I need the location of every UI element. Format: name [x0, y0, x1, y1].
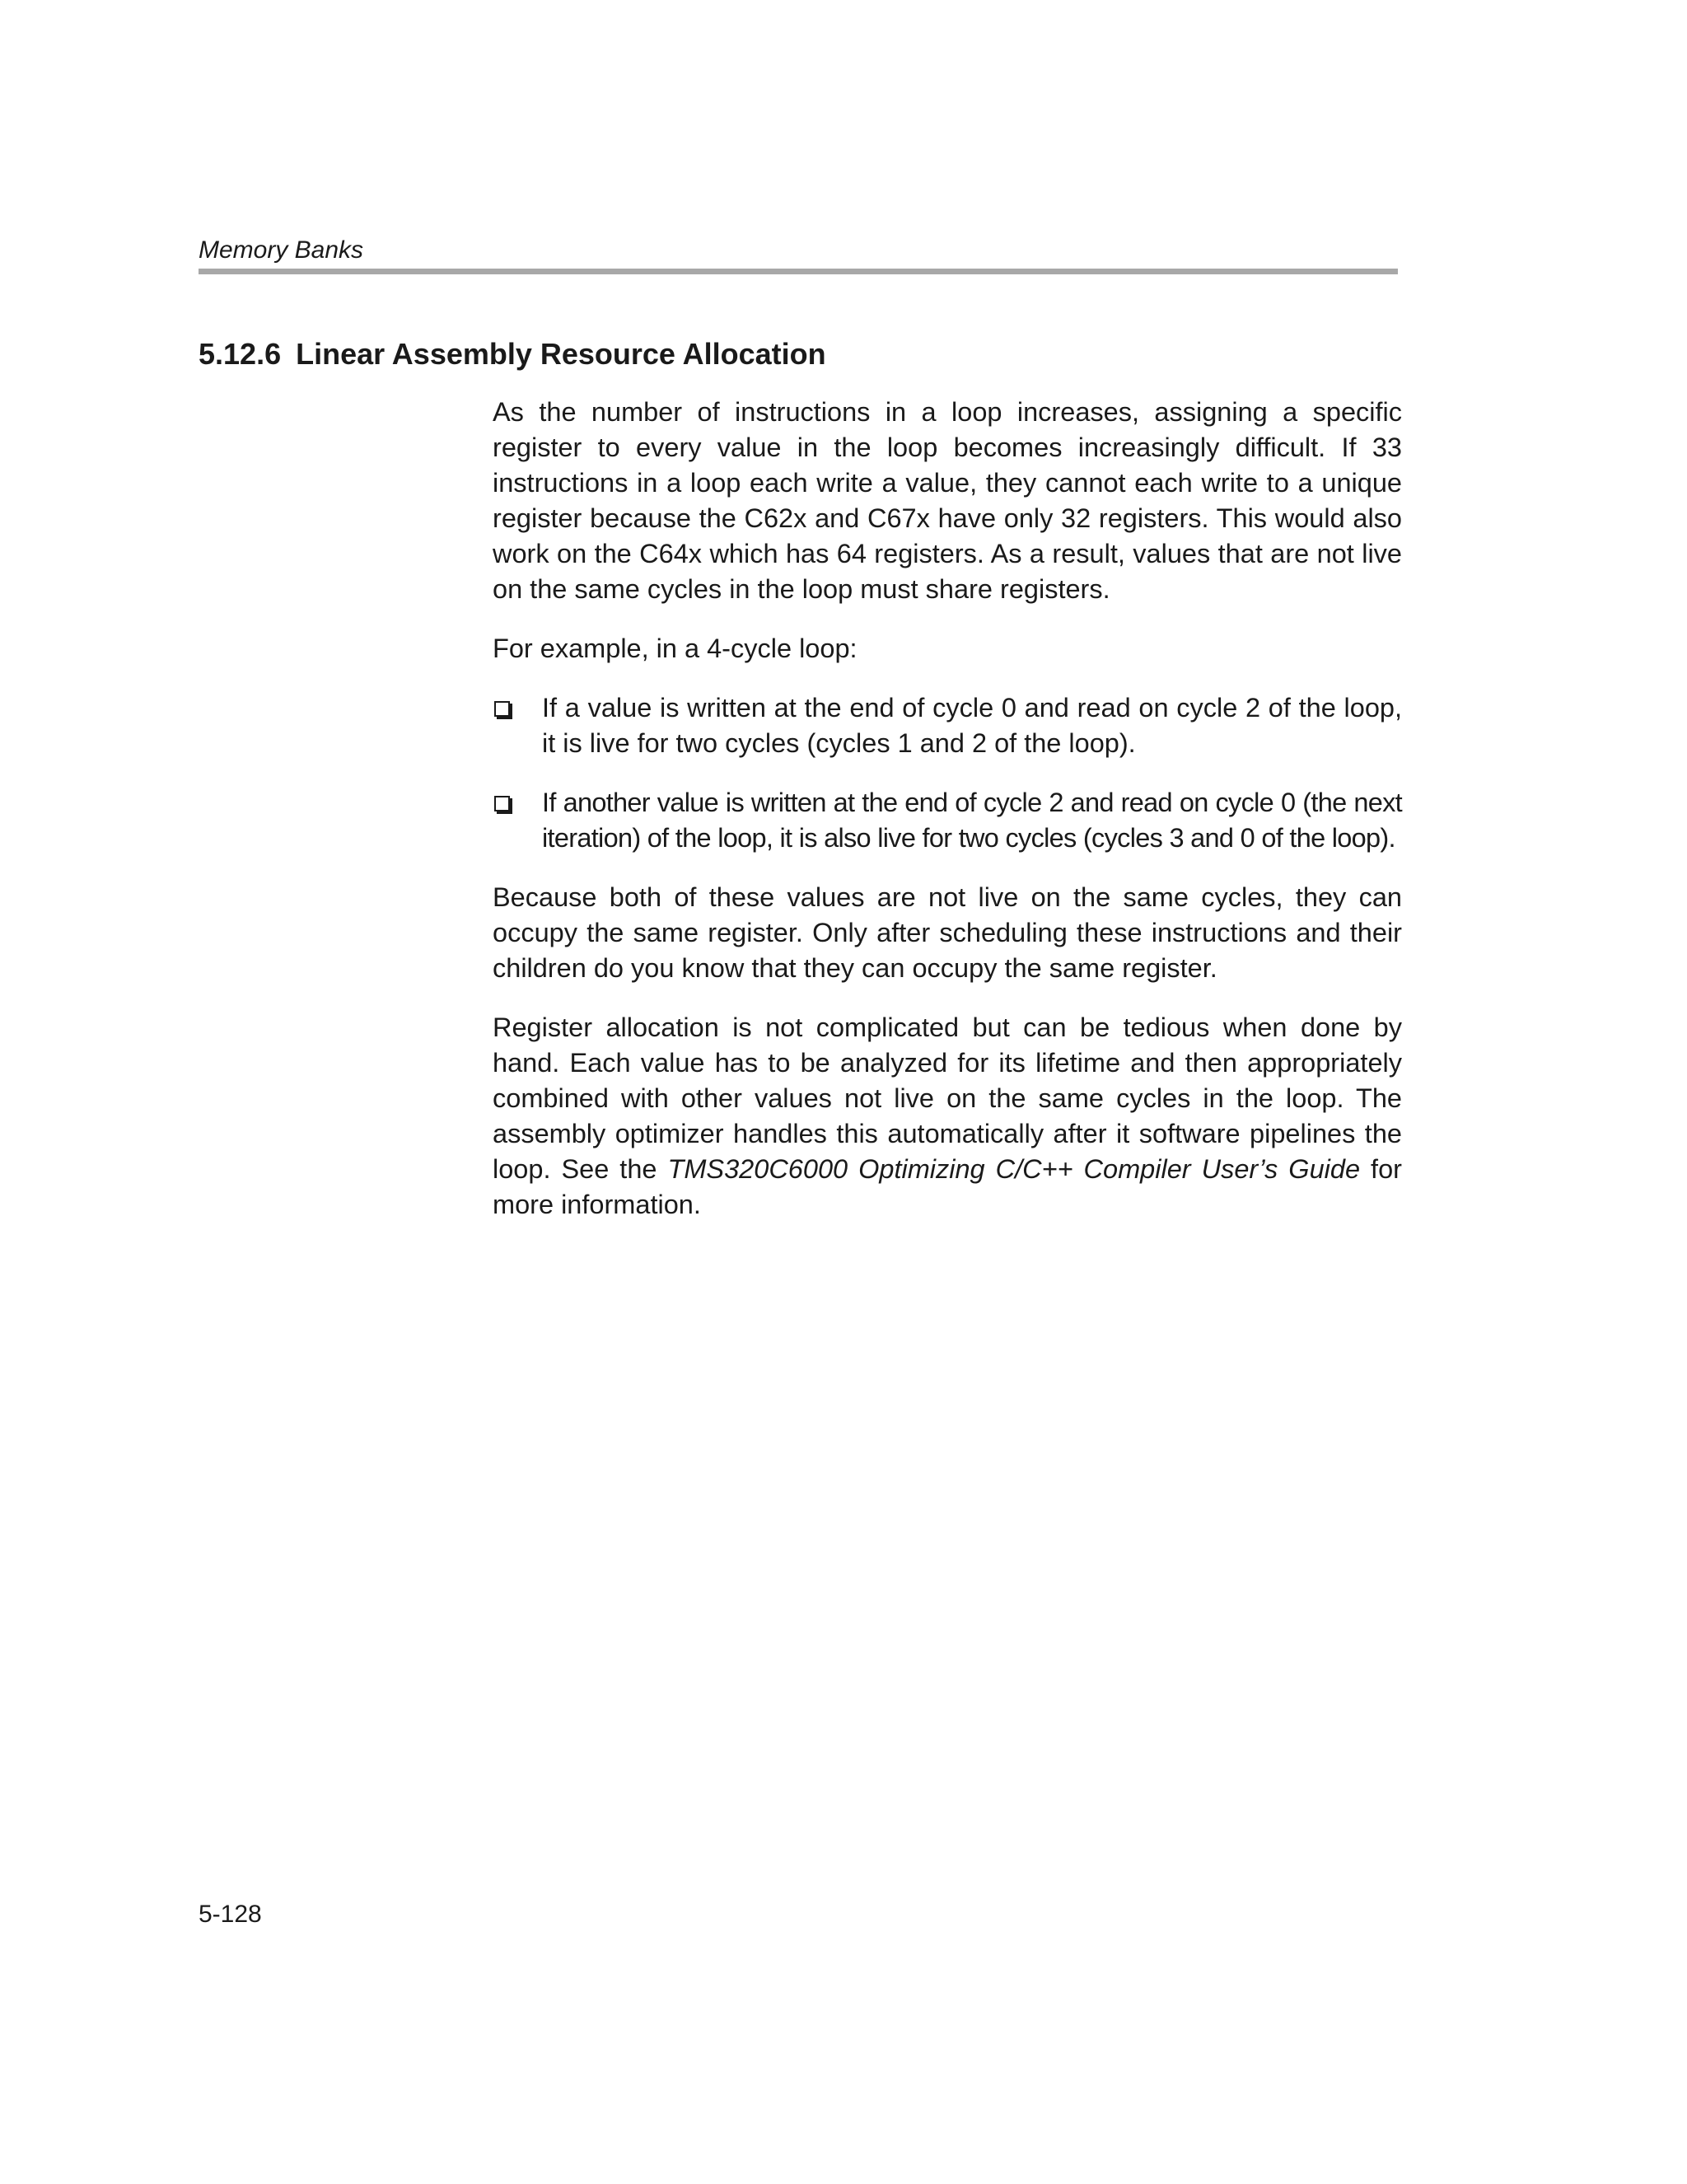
bullet-text: If another value is written at the end of cycle 2 and read on cycle 0 (the next iteration) of the loop, it is also live for two cycles (cycles 3 and 0 of the loop).: [542, 788, 1402, 853]
bullet-list: [493, 690, 1402, 856]
running-header: Memory Banks: [199, 236, 364, 264]
list-item: [493, 690, 1402, 761]
paragraph-text: for more information.: [493, 1154, 1402, 1219]
paragraph-shared-register: Because both of these values are not live on the same cycles, they can occupy the same register. Only after scheduling these instructions and their children do you know that they can occupy the same register.: [493, 882, 1402, 983]
paragraph-example-lead: For example, in a 4-cycle loop:: [493, 634, 858, 663]
section-title: Linear Assembly Resource Allocation: [296, 337, 826, 371]
bullet-text: If a value is written at the end of cycle 0 and read on cycle 2 of the loop, it is live for two cycles (cycles 1 and 2 of the loop).: [542, 693, 1402, 758]
paragraph-register-allocation: [493, 1010, 1402, 1223]
section-heading: [199, 336, 826, 372]
checkbox-bullet-icon: [494, 701, 510, 717]
paragraph-intro: As the number of instructions in a loop increases, assigning a specific register to every value in the loop becomes increasingly difficult. If 33 instructions in a loop each write a value, they cannot each write to a unique register because the C62x and C67x have only 32 registers. This would also work on the C64x which has 64 registers. As a result, values that are not live on the same cycles in the loop must share registers.: [493, 397, 1402, 604]
header-rule: [199, 269, 1398, 274]
list-item: [493, 785, 1402, 856]
section-number: 5.12.6: [199, 337, 282, 371]
paragraph-text: Register allocation is not complicated but can be tedious when done by hand. Each value has to be analyzed for its lifetime and then appropriately combined with other values not live on the same cycles in the loop. The assembly optimizer handles this automatically after it software pipelines the loop. See the: [493, 1012, 1402, 1184]
guide-title: TMS320C6000 Optimizing C/C++ Compiler User’s Guide: [667, 1154, 1361, 1184]
page-number: 5-128: [199, 1901, 262, 1928]
checkbox-bullet-icon: [494, 796, 510, 811]
body-text: [493, 395, 1402, 1246]
